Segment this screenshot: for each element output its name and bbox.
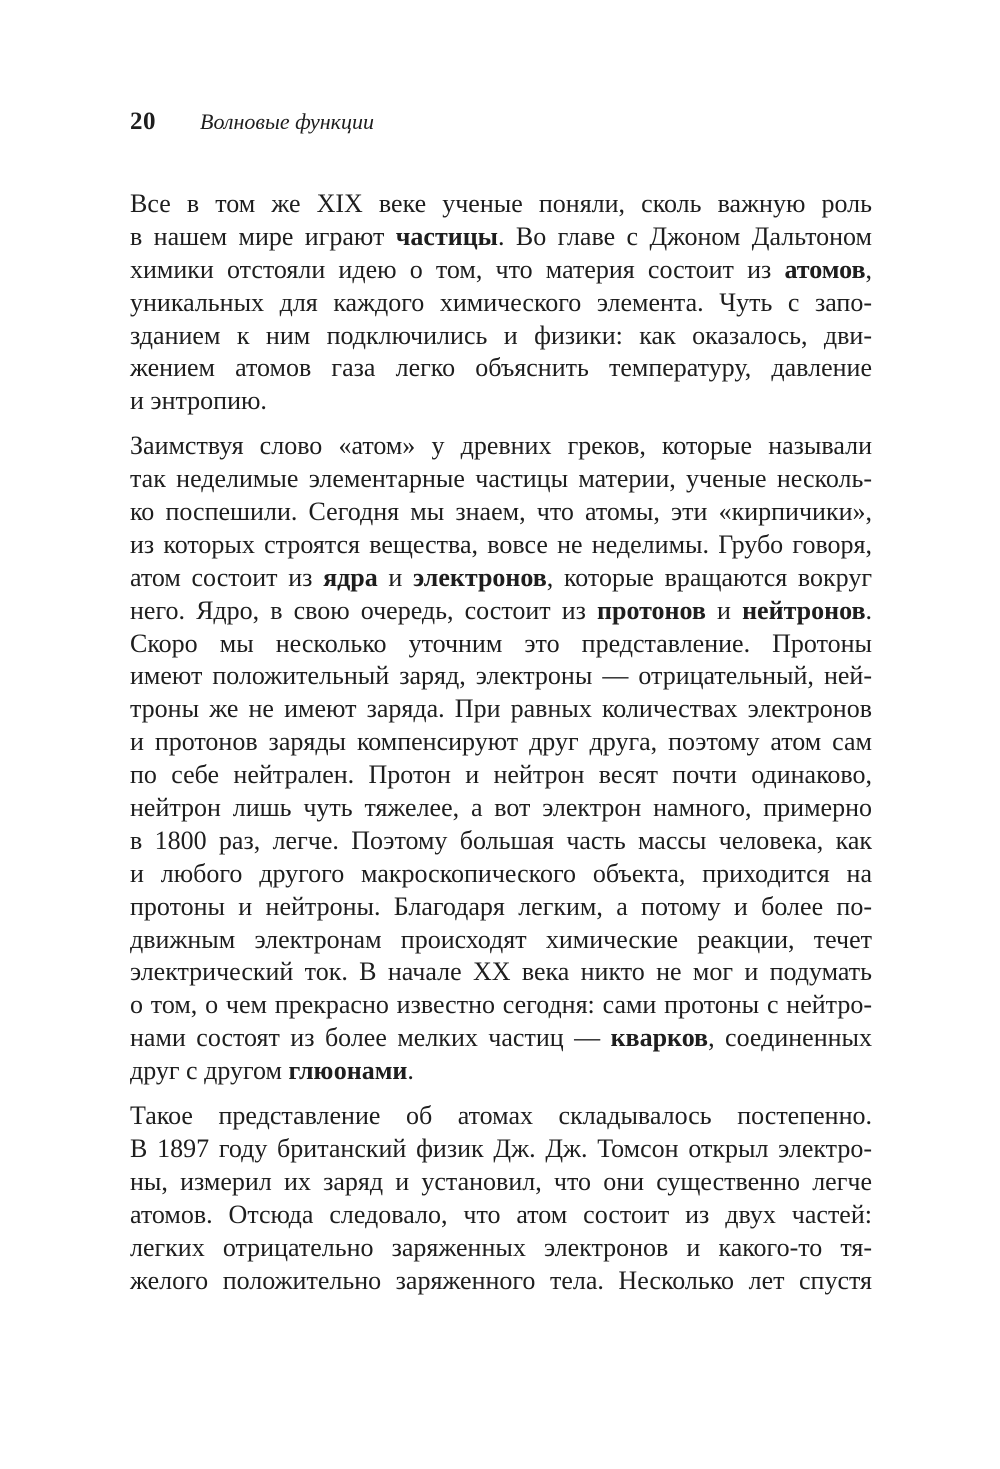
- text-line: [130, 1022, 872, 1055]
- text-run: так неделимые элементарные частицы материи, ученые несколь-: [130, 464, 872, 494]
- text-line: [130, 1133, 872, 1166]
- bold-term: нейтронов: [742, 595, 866, 625]
- text-line: [130, 1166, 872, 1199]
- text-run: в нашем мире играют: [130, 221, 396, 251]
- page-number: 20: [130, 108, 156, 135]
- text-run: и энтропию.: [130, 386, 267, 416]
- text-run: атомов. Отсюда следовало, что атом состоит из двух частей:: [130, 1199, 872, 1229]
- text-run: , которые вращаются вокруг: [546, 562, 872, 592]
- running-head: [130, 108, 374, 136]
- text-line: [130, 660, 872, 693]
- text-run: и: [705, 595, 743, 625]
- text-run: и любого другого макроскопического объекта, приходится на: [130, 858, 872, 888]
- text-run: атом состоит из: [130, 562, 324, 592]
- paragraph: [130, 1100, 872, 1297]
- text-line: [130, 287, 872, 320]
- text-run: о том, о чем прекрасно известно сегодня: сами протоны с нейтро-: [130, 990, 872, 1020]
- text-run: .: [865, 595, 872, 625]
- text-run: имеют положительный заряд, электроны — отрицательный, ней-: [130, 661, 872, 691]
- text-run: . Во главе с Джоном Дальтоном: [498, 221, 872, 251]
- bold-term: электронов: [413, 562, 547, 592]
- text-run: жением атомов газа легко объяснить температуру, давление: [130, 353, 872, 383]
- text-line: [130, 924, 872, 957]
- text-run: него. Ядро, в свою очередь, состоит из: [130, 595, 598, 625]
- text-run: и протонов заряды компенсируют друг друга, поэтому атом сам: [130, 727, 872, 757]
- text-run: друг с другом: [130, 1056, 289, 1086]
- text-line: [130, 595, 872, 628]
- paragraph: [130, 188, 872, 418]
- text-line: [130, 385, 872, 418]
- text-run: из которых строятся вещества, вовсе не неделимы. Грубо говоря,: [130, 529, 872, 559]
- text-line: [130, 496, 872, 529]
- text-line: [130, 956, 872, 989]
- text-line: [130, 759, 872, 792]
- text-run: электрический ток. В начале XX века никто не мог и подумать: [130, 957, 872, 987]
- bold-term: ядра: [323, 562, 378, 592]
- text-run: желого положительно заряженного тела. Несколько лет спустя: [130, 1265, 872, 1295]
- text-line: [130, 858, 872, 891]
- text-run: протоны и нейтроны. Благодаря легким, а потому и более по-: [130, 891, 872, 921]
- text-line: [130, 825, 872, 858]
- text-run: Заимствуя слово «атом» у древних греков, которые называли: [130, 431, 872, 461]
- text-line: [130, 628, 872, 661]
- text-line: [130, 792, 872, 825]
- text-line: [130, 1232, 872, 1265]
- text-line: [130, 221, 872, 254]
- text-run: движным электронам происходят химические реакции, течет: [130, 924, 872, 954]
- text-run: зданием к ним подключились и физики: как оказалось, дви-: [130, 320, 872, 350]
- text-line: [130, 891, 872, 924]
- text-line: [130, 430, 872, 463]
- text-run: Такое представление об атомах складывалось постепенно.: [130, 1101, 872, 1131]
- text-line: [130, 188, 872, 221]
- paragraph: [130, 430, 872, 1088]
- text-run: и: [377, 562, 413, 592]
- text-run: в 1800 раз, легче. Поэтому большая часть массы человека, как: [130, 825, 872, 855]
- text-run: легких отрицательно заряженных электронов и какого-то тя-: [130, 1232, 872, 1262]
- text-line: [130, 989, 872, 1022]
- text-line: [130, 1199, 872, 1232]
- text-run: троны же не имеют заряда. При равных количествах электронов: [130, 694, 872, 724]
- text-line: [130, 726, 872, 759]
- text-run: Скоро мы несколько уточним это представление. Протоны: [130, 628, 872, 658]
- text-line: [130, 463, 872, 496]
- text-run: химики отстояли идею о том, что материя состоит из: [130, 254, 785, 284]
- text-run: , соединенных: [708, 1023, 872, 1053]
- text-line: [130, 1100, 872, 1133]
- bold-term: глюонами: [288, 1056, 408, 1086]
- text-line: [130, 254, 872, 287]
- text-run: по себе нейтрален. Протон и нейтрон весят почти одинаково,: [130, 760, 872, 790]
- bold-term: кварков: [610, 1023, 709, 1053]
- section-title: Волновые функции: [200, 109, 374, 134]
- text-run: .: [407, 1056, 414, 1086]
- text-run: ны, измерил их заряд и установил, что они существенно легче: [130, 1166, 872, 1196]
- text-run: ко поспешили. Сегодня мы знаем, что атомы, эти «кирпичики»,: [130, 497, 872, 527]
- text-line: [130, 320, 872, 353]
- bold-term: атомов: [784, 254, 866, 284]
- text-line: [130, 352, 872, 385]
- body-text: [130, 188, 872, 1309]
- text-run: В 1897 году британский физик Дж. Дж. Томсон открыл электро-: [130, 1133, 872, 1163]
- text-run: Все в том же XIX веке ученые поняли, сколь важную роль: [130, 189, 872, 218]
- bold-term: протонов: [597, 595, 706, 625]
- text-line: [130, 529, 872, 562]
- text-line: [130, 1265, 872, 1298]
- text-line: [130, 1055, 872, 1088]
- bold-term: частицы: [395, 221, 498, 251]
- text-run: уникальных для каждого химического элемента. Чуть с запо-: [130, 287, 872, 317]
- text-run: нейтрон лишь чуть тяжелее, а вот электрон намного, примерно: [130, 793, 872, 823]
- text-line: [130, 693, 872, 726]
- text-run: нами состоят из более мелких частиц —: [130, 1023, 611, 1053]
- text-line: [130, 562, 872, 595]
- text-run: ,: [865, 254, 872, 284]
